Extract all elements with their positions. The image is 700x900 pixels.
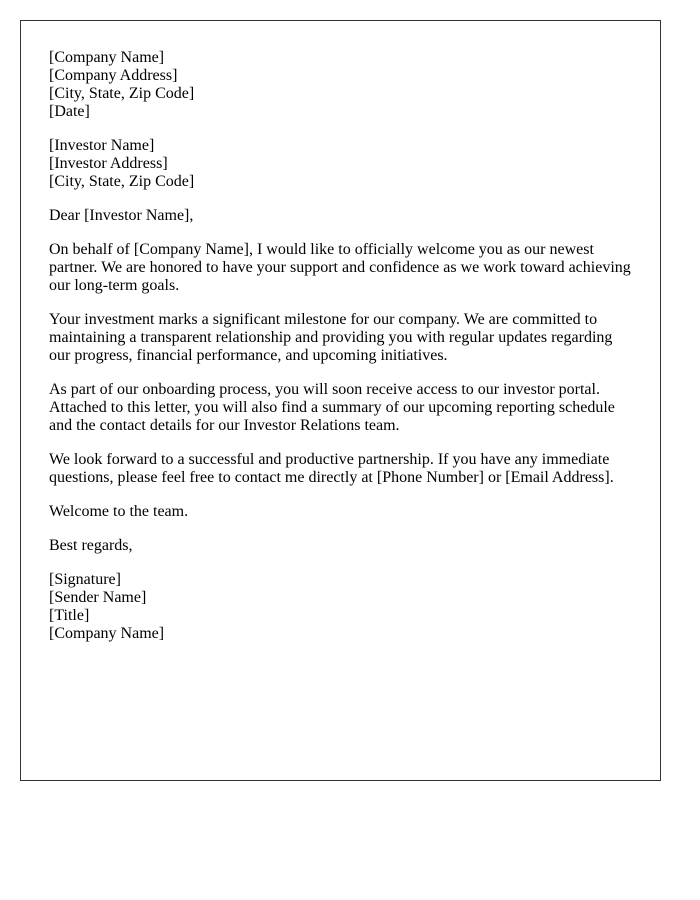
sender-city-state-zip: [City, State, Zip Code]: [49, 85, 195, 102]
sender-name: [Sender Name]: [49, 589, 147, 606]
body-paragraph-investment: [49, 311, 632, 365]
text-line: questions, please feel free to contact me directly at [Phone Number] or [Email Address].: [49, 469, 614, 486]
text-line: maintaining a transparent relationship and providing you with regular updates regarding: [49, 329, 613, 346]
sender-company-address: [Company Address]: [49, 67, 178, 84]
salutation: Dear [Investor Name],: [49, 207, 194, 224]
body-paragraph-onboarding: [49, 381, 632, 435]
investor-address: [Investor Address]: [49, 155, 168, 172]
body-paragraph-welcome-team: [49, 503, 632, 521]
investor-city-state-zip: [City, State, Zip Code]: [49, 173, 195, 190]
text-line: and the contact details for our Investor Relations team.: [49, 417, 400, 434]
text-line: Welcome to the team.: [49, 503, 189, 520]
signature-block: [49, 571, 632, 643]
text-line: Attached to this letter, you will also find a summary of our upcoming reporting schedule: [49, 399, 615, 416]
sender-address-block: [49, 49, 632, 121]
text-line: our progress, financial performance, and upcoming initiatives.: [49, 347, 448, 364]
text-line: partner. We are honored to have your support and confidence as we work toward achieving: [49, 259, 631, 276]
letter-date: [Date]: [49, 103, 90, 120]
text-line: We look forward to a successful and productive partnership. If you have any immediate: [49, 451, 610, 468]
text-line: On behalf of [Company Name], I would like to officially welcome you as our newest: [49, 241, 594, 258]
body-paragraph-contact: [49, 451, 632, 487]
recipient-address-block: [49, 137, 632, 191]
text-line: Your investment marks a significant milestone for our company. We are committed to: [49, 311, 598, 328]
text-line: As part of our onboarding process, you will soon receive access to our investor portal.: [49, 381, 600, 398]
sender-company-name: [Company Name]: [49, 49, 165, 66]
signature-company-name: [Company Name]: [49, 625, 165, 642]
sender-title: [Title]: [49, 607, 90, 624]
signature: [Signature]: [49, 571, 121, 588]
investor-name: [Investor Name]: [49, 137, 155, 154]
closing: Best regards,: [49, 537, 133, 554]
text-line: our long-term goals.: [49, 277, 180, 294]
body-paragraph-welcome: [49, 241, 632, 295]
letter-page: [20, 20, 661, 781]
